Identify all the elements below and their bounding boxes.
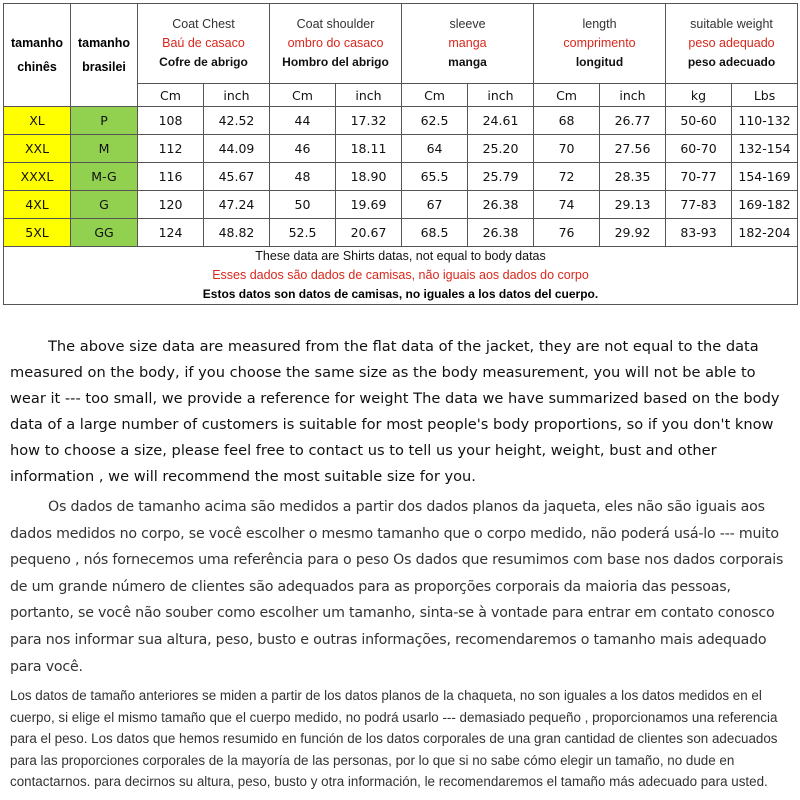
measurement-cell: 45.67 <box>204 163 270 191</box>
measurement-cell: 132-154 <box>732 135 798 163</box>
weight-en: suitable weight <box>690 17 773 31</box>
measurement-cell: 169-182 <box>732 191 798 219</box>
measurement-cell: 72 <box>534 163 600 191</box>
measurement-cell: 18.90 <box>336 163 402 191</box>
size-chinese-cell: XXL <box>4 135 71 163</box>
header-size-brazil: tamanho brasilei <box>71 4 138 107</box>
measurement-cell: 68.5 <box>402 219 468 247</box>
unit-cell: Cm <box>270 84 336 107</box>
measurement-cell: 27.56 <box>600 135 666 163</box>
measurement-cell: 24.61 <box>468 107 534 135</box>
size-brazil-cell: GG <box>71 219 138 247</box>
measurement-cell: 28.35 <box>600 163 666 191</box>
measurement-cell: 25.79 <box>468 163 534 191</box>
coat-chest-en: Coat Chest <box>172 17 235 31</box>
size-row <box>4 135 798 163</box>
measurement-cell: 108 <box>138 107 204 135</box>
paragraph-spanish: Los datos de tamaño anteriores se miden a partir de los datos planos de la chaqueta, no son iguales a los datos medidos en el cuerpo, si elige el mismo tamaño que el cuerpo medido, no podrá usarlo --- demasiado pequeño , proporcionamos una referencia para el peso. Los datos que hemos resumido en función de los datos corporales de una gran cantidad de clientes son adecuados para las proporciones corporales de la mayoría de las personas, por lo que si no sabe cómo elegir un tamaño, no dude en contactarnos. para decirnos su altura, peso, busto y otra información, le recomendaremos el tamaño más adecuado para usted. <box>10 688 778 790</box>
unit-cell: Lbs <box>732 84 798 107</box>
note-es: Estos datos son datos de camisas, no iguales a los datos del cuerpo. <box>202 287 599 301</box>
unit-cell: inch <box>468 84 534 107</box>
measurement-cell: 67 <box>402 191 468 219</box>
length-es: longitud <box>575 55 624 69</box>
size-brazil-cell: M <box>71 135 138 163</box>
measurement-cell: 116 <box>138 163 204 191</box>
note-row <box>4 247 798 305</box>
header-sleeve <box>402 4 534 84</box>
measurement-cell: 26.38 <box>468 219 534 247</box>
header-suitable-weight <box>666 4 798 84</box>
measurement-cell: 120 <box>138 191 204 219</box>
unit-cell: kg <box>666 84 732 107</box>
measurement-cell: 29.92 <box>600 219 666 247</box>
coat-shoulder-en: Coat shoulder <box>296 17 375 31</box>
measurement-cell: 44 <box>270 107 336 135</box>
unit-cell: Cm <box>534 84 600 107</box>
sleeve-pt: manga <box>448 36 487 50</box>
coat-chest-es: Cofre de abrigo <box>159 55 248 69</box>
measurement-cell: 70 <box>534 135 600 163</box>
measurement-cell: 76 <box>534 219 600 247</box>
measurement-cell: 48.82 <box>204 219 270 247</box>
measurement-cell: 46 <box>270 135 336 163</box>
header-coat-shoulder <box>270 4 402 84</box>
measurement-cell: 48 <box>270 163 336 191</box>
measurement-cell: 26.77 <box>600 107 666 135</box>
length-en: length <box>582 17 617 31</box>
header-length <box>534 4 666 84</box>
measurement-cell: 47.24 <box>204 191 270 219</box>
measurement-cell: 50-60 <box>666 107 732 135</box>
length-pt: comprimento <box>563 36 636 50</box>
size-chinese-cell: 5XL <box>4 219 71 247</box>
size-row <box>4 107 798 135</box>
size-chinese-cell: XXXL <box>4 163 71 191</box>
measurement-cell: 25.20 <box>468 135 534 163</box>
size-chinese-cell: 4XL <box>4 191 71 219</box>
unit-cell: inch <box>600 84 666 107</box>
measurement-cell: 29.13 <box>600 191 666 219</box>
measurement-cell: 19.69 <box>336 191 402 219</box>
measurement-cell: 60-70 <box>666 135 732 163</box>
size-row <box>4 219 798 247</box>
measurement-cell: 110-132 <box>732 107 798 135</box>
measurement-cell: 18.11 <box>336 135 402 163</box>
weight-es: peso adecuado <box>687 55 776 69</box>
note-en: These data are Shirts datas, not equal to body datas <box>255 249 546 263</box>
paragraph-portuguese: Os dados de tamanho acima são medidos a partir dos dados planos da jaqueta, eles não são iguais aos dados medidos no corpo, se você escolher o mesmo tamanho que o corpo medido, não poderá usá-lo --- muito pequeno , nós fornecemos uma referência para o peso Os dados que resumimos com base nos dados corporais de um grande número de clientes são adequados para as proporções corporais da maioria das pessoas, portanto, se você não souber como escolher um tamanho, sinta-se à vontade para entrar em contato conosco para nos informar sua altura, peso, busto e outras informações, recomendaremos o tamanho mais adequado para você. <box>10 499 784 675</box>
header-row <box>4 4 798 84</box>
measurement-cell: 124 <box>138 219 204 247</box>
measurement-cell: 154-169 <box>732 163 798 191</box>
measurement-cell: 68 <box>534 107 600 135</box>
coat-chest-pt: Baú de casaco <box>162 36 245 50</box>
sleeve-en: sleeve <box>449 17 486 31</box>
paragraph-english: The above size data are measured from the flat data of the jacket, they are not equal to the data measured on the body, if you choose the same size as the body measurement, you will not be able to wear it --- too small, we provide a reference for weight The data we have summarized based on the body data of a large number of customers is suitable for most people's body proportions, so if you don't know how to choose a size, please feel free to contact us to tell us your height, weight, bust and other information , we will recommend the most suitable size for you. <box>10 338 780 485</box>
measurement-cell: 77-83 <box>666 191 732 219</box>
measurement-cell: 50 <box>270 191 336 219</box>
measurement-cell: 42.52 <box>204 107 270 135</box>
weight-pt: peso adequado <box>688 36 775 50</box>
measurement-cell: 52.5 <box>270 219 336 247</box>
unit-cell: Cm <box>138 84 204 107</box>
measurement-cell: 20.67 <box>336 219 402 247</box>
header-coat-chest <box>138 4 270 84</box>
unit-cell: inch <box>204 84 270 107</box>
unit-cell: Cm <box>402 84 468 107</box>
note-pt: Esses dados são dados de camisas, não iguais aos dados do corpo <box>212 268 589 282</box>
header-size-chinese: tamanho chinês <box>4 4 71 107</box>
measurement-cell: 64 <box>402 135 468 163</box>
measurement-cell: 65.5 <box>402 163 468 191</box>
size-brazil-cell: G <box>71 191 138 219</box>
measurement-cell: 83-93 <box>666 219 732 247</box>
measurement-cell: 182-204 <box>732 219 798 247</box>
measurement-cell: 70-77 <box>666 163 732 191</box>
size-brazil-cell: P <box>71 107 138 135</box>
measurement-cell: 62.5 <box>402 107 468 135</box>
size-rows <box>4 107 798 247</box>
size-row <box>4 163 798 191</box>
size-brazil-cell: M-G <box>71 163 138 191</box>
coat-shoulder-pt: ombro do casaco <box>287 36 384 50</box>
measurement-cell: 17.32 <box>336 107 402 135</box>
coat-shoulder-es: Hombro del abrigo <box>282 55 389 69</box>
size-chart-table <box>3 3 798 305</box>
measurement-cell: 26.38 <box>468 191 534 219</box>
measurement-cell: 44.09 <box>204 135 270 163</box>
unit-cell: inch <box>336 84 402 107</box>
size-row <box>4 191 798 219</box>
sleeve-es: manga <box>448 55 487 69</box>
size-chinese-cell: XL <box>4 107 71 135</box>
measurement-cell: 74 <box>534 191 600 219</box>
shirt-data-note <box>4 247 798 305</box>
measurement-cell: 112 <box>138 135 204 163</box>
